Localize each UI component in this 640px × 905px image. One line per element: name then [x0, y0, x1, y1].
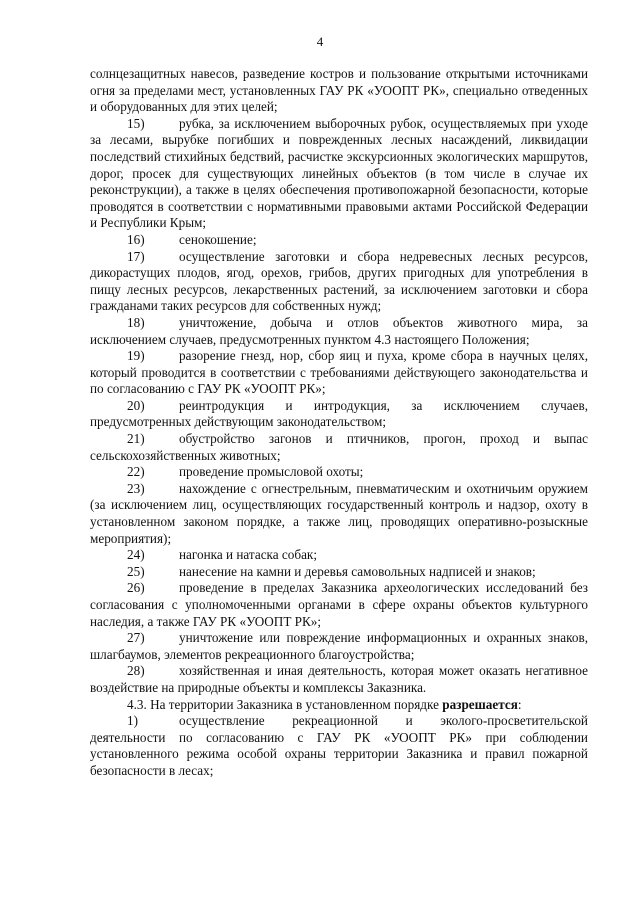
list-item-25 [90, 564, 588, 581]
item-text: проведение в пределах Заказника археологических исследований без согласования с уполномоченными органами в сфере охраны объектов культурного наследия, а также ГАУ РК «УООПТ РК»; [90, 580, 588, 629]
item-text: нахождение с огнестрельным, пневматическим и охотничьим оружием (за исключением лиц, осуществляющих государственный контроль и надзор, охоту в установленном законом порядке, а также лиц, проводящих оперативно-розыскные мероприятия); [90, 480, 588, 546]
item-text: рубка, за исключением выборочных рубок, осуществляемых при уходе за лесами, вырубке погибших и поврежденных лесных насаждений, ликвидации последствий стихийных бедствий, расчистке экскурсионных экологических маршрутов, дорог, просек для существующих линейных объектов (в том числе в случае их реконструкции), а также в целях обеспечения противопожарной безопасности, которые проводятся в соответствии с нормативными правовыми актами Российской Федерации и Республики Крым; [90, 115, 588, 231]
list-item-26 [90, 580, 588, 630]
item-number: 28) [127, 663, 145, 679]
item-number: 24) [127, 547, 145, 563]
list-item-24 [90, 547, 588, 564]
list-item-15 [90, 116, 588, 232]
document-body [90, 66, 588, 780]
list-item-23 [90, 481, 588, 547]
item-number: 1) [127, 713, 138, 729]
item-number: 22) [127, 464, 145, 480]
item-text: осуществление заготовки и сбора недревесных лесных ресурсов, дикорастущих плодов, ягод, орехов, грибов, других пригодных для употребления в пищу лесных ресурсов, лекарственных растений, за исключением заготовки и сбора гражданами таких ресурсов для собственных нужд; [90, 248, 588, 314]
item-text: уничтожение или повреждение информационных и охранных знаков, шлагбаумов, элементов рекреационного благоустройства; [90, 630, 588, 662]
item-number: 18) [127, 314, 145, 330]
item-text: реинтродукция и интродукция, за исключением случаев, предусмотренных действующим законодательством; [90, 397, 588, 430]
item-number: 25) [127, 563, 145, 579]
item-number: 21) [127, 431, 145, 447]
item-number: 27) [127, 630, 145, 646]
item-text: хозяйственная и иная деятельность, которая может оказать негативное воздействие на природные объекты и комплексы Заказника. [90, 663, 588, 695]
item-text: проведение промысловой охоты; [179, 464, 364, 480]
paragraph-text: солнцезащитных навесов, разведение костров и пользование открытыми источниками огня за пределами мест, установленных ГАУ РК «УООПТ РК», специально отведенных и оборудованных для этих целей; [90, 66, 588, 115]
item-text: осуществление рекреационной и эколого-просветительской деятельности по согласованию с ГАУ РК «УООПТ РК» при соблюдении установленного режима особой охраны территории Заказника и правил пожарной безопасности в лесах; [90, 713, 588, 778]
item-text: сенокошение; [179, 231, 257, 247]
item-text: нагонка и натаска собак; [179, 547, 317, 563]
item-number: 17) [127, 248, 145, 264]
item-number: 26) [127, 580, 145, 596]
item-text: обустройство загонов и птичников, прогон, проход и выпас сельскохозяйственных животных; [90, 431, 588, 463]
list-item-18 [90, 315, 588, 348]
page-number: 4 [316, 34, 324, 49]
paragraph-continuation [90, 66, 588, 116]
item-number: 15) [127, 115, 145, 131]
item-text: уничтожение, добыча и отлов объектов животного мира, за исключением случаев, предусмотренных пунктом 4.3 настоящего Положения; [90, 314, 588, 347]
list-item-19 [90, 348, 588, 398]
list-item-21 [90, 431, 588, 464]
item-number: 16) [127, 231, 145, 247]
permitted-item-1 [90, 713, 588, 779]
item-number: 20) [127, 397, 145, 413]
item-text: нанесение на камни и деревья самовольных надписей и знаков; [179, 563, 536, 579]
section-tail: : [517, 696, 522, 712]
item-number: 23) [127, 480, 145, 496]
section-heading-4-3 [90, 697, 588, 714]
list-item-27 [90, 630, 588, 663]
list-item-28 [90, 663, 588, 696]
list-item-16 [90, 232, 588, 249]
section-emphasis: разрешается [442, 696, 518, 712]
list-item-17 [90, 249, 588, 315]
list-item-22 [90, 464, 588, 481]
section-text: 4.3. На территории Заказника в установленном порядке [127, 696, 443, 712]
item-text: разорение гнезд, нор, сбор яиц и пуха, кроме сбора в научных целях, который проводится в соответствии с требованиями действующего законодательства и по согласованию с ГАУ РК «УООПТ РК»; [90, 348, 588, 397]
list-item-20 [90, 398, 588, 431]
item-number: 19) [127, 348, 145, 364]
